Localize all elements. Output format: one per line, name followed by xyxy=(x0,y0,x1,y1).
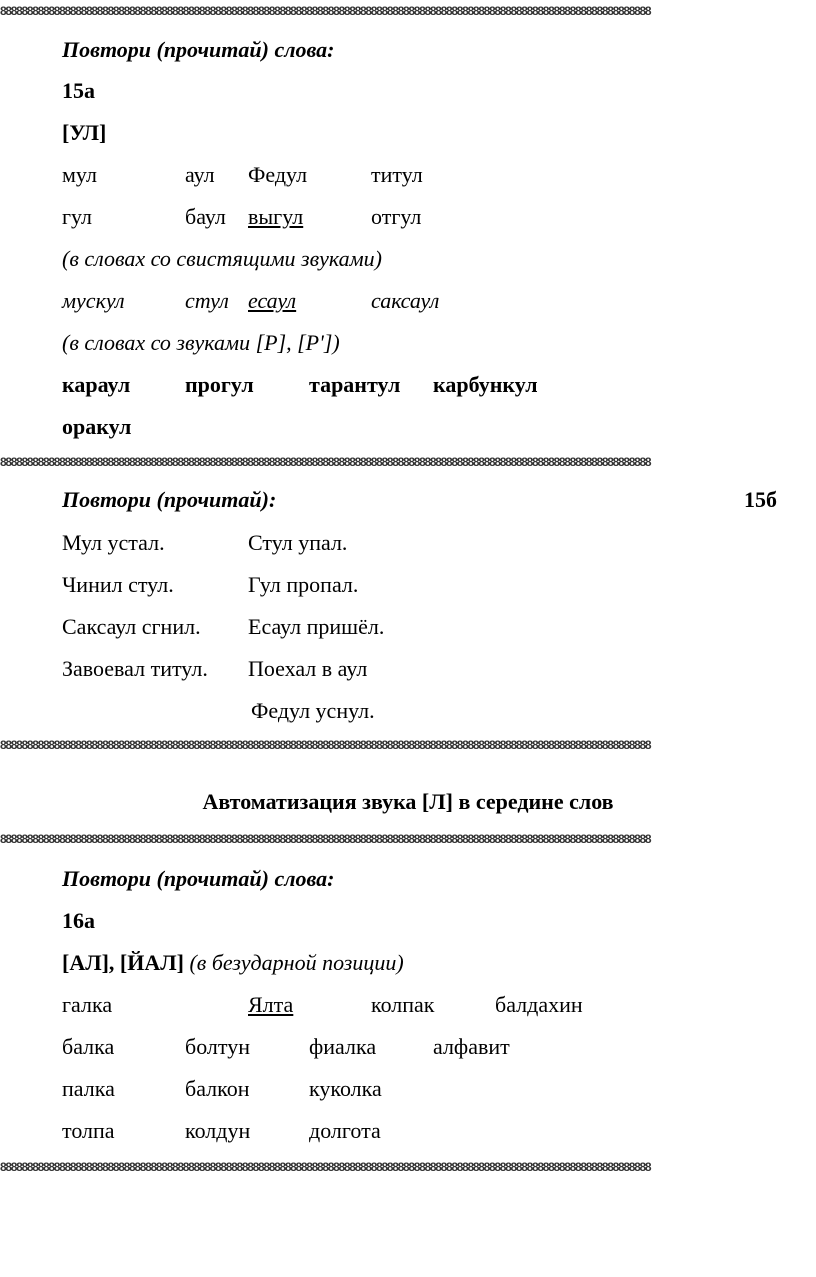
sentence: Федул уснул. xyxy=(251,698,375,723)
word: куколка xyxy=(309,1076,382,1101)
word: Федул xyxy=(248,162,308,187)
word: мускул xyxy=(62,288,125,313)
word: тарантул xyxy=(309,372,401,397)
exercise-number-15b: 15б xyxy=(744,487,777,512)
sound-label: [АЛ], [ЙАЛ] xyxy=(62,950,184,975)
section-divider: 8888888888888888888888888888888888888888888888888888888888888888888888888888888888888888888888888888888888888888888888888 xyxy=(0,833,651,845)
instruction-16a: Повтори (прочитай) слова: xyxy=(62,866,335,891)
bottom-border: 8888888888888888888888888888888888888888888888888888888888888888888888888888888888888888888888888888888888888888888888888 xyxy=(0,1161,651,1173)
word: аул xyxy=(185,162,215,187)
word: палка xyxy=(62,1076,115,1101)
word: колдун xyxy=(185,1118,251,1143)
word: карбункул xyxy=(433,372,538,397)
section-divider: 8888888888888888888888888888888888888888888888888888888888888888888888888888888888888888888888888888888888888888888888888 xyxy=(0,456,651,468)
sentence: Завоевал титул. xyxy=(62,656,208,681)
word: балка xyxy=(62,1034,115,1059)
word: долгота xyxy=(309,1118,381,1143)
sound-label-al xyxy=(62,950,404,976)
word-underlined: есаул xyxy=(248,288,297,313)
word: алфавит xyxy=(433,1034,510,1059)
word: караул xyxy=(62,372,131,397)
word: титул xyxy=(371,162,423,187)
instruction-15a: Повтори (прочитай) слова: xyxy=(62,37,335,62)
sentence: Мул устал. xyxy=(62,530,165,555)
section-divider: 8888888888888888888888888888888888888888888888888888888888888888888888888888888888888888888888888888888888888888888888888 xyxy=(0,739,651,751)
sentence: Стул упал. xyxy=(248,530,348,555)
sentence: Есаул пришёл. xyxy=(248,614,385,639)
word: саксаул xyxy=(371,288,440,313)
word: прогул xyxy=(185,372,254,397)
word: фиалка xyxy=(309,1034,377,1059)
note-r-sounds: (в словах со звуками [Р], [Р']) xyxy=(62,330,340,355)
sound-note: (в безударной позиции) xyxy=(189,950,404,975)
word: колпак xyxy=(371,992,435,1017)
word: баул xyxy=(185,204,226,229)
word: болтун xyxy=(185,1034,250,1059)
word: стул xyxy=(185,288,229,313)
word: гул xyxy=(62,204,93,229)
word-underlined: выгул xyxy=(248,204,304,229)
exercise-number-15a: 15а xyxy=(62,78,95,103)
note-whistling-sounds: (в словах со свистящими звуками) xyxy=(62,246,382,271)
word: балдахин xyxy=(495,992,583,1017)
word: мул xyxy=(62,162,97,187)
word: оракул xyxy=(62,414,132,439)
word: отгул xyxy=(371,204,422,229)
section-heading: Автоматизация звука [Л] в середине слов xyxy=(202,789,614,814)
sentence: Чинил стул. xyxy=(62,572,174,597)
instruction-15b: Повтори (прочитай): xyxy=(62,487,277,512)
word: балкон xyxy=(185,1076,250,1101)
sound-label-ul: [УЛ] xyxy=(62,120,107,145)
word-underlined: Ялта xyxy=(248,992,294,1017)
exercise-number-16a: 16а xyxy=(62,908,95,933)
word: толпа xyxy=(62,1118,115,1143)
word: галка xyxy=(62,992,113,1017)
sentence: Гул пропал. xyxy=(248,572,359,597)
sentence: Саксаул сгнил. xyxy=(62,614,201,639)
top-border: 8888888888888888888888888888888888888888888888888888888888888888888888888888888888888888888888888888888888888888888888888 xyxy=(0,5,651,17)
sentence: Поехал в аул xyxy=(248,656,368,681)
